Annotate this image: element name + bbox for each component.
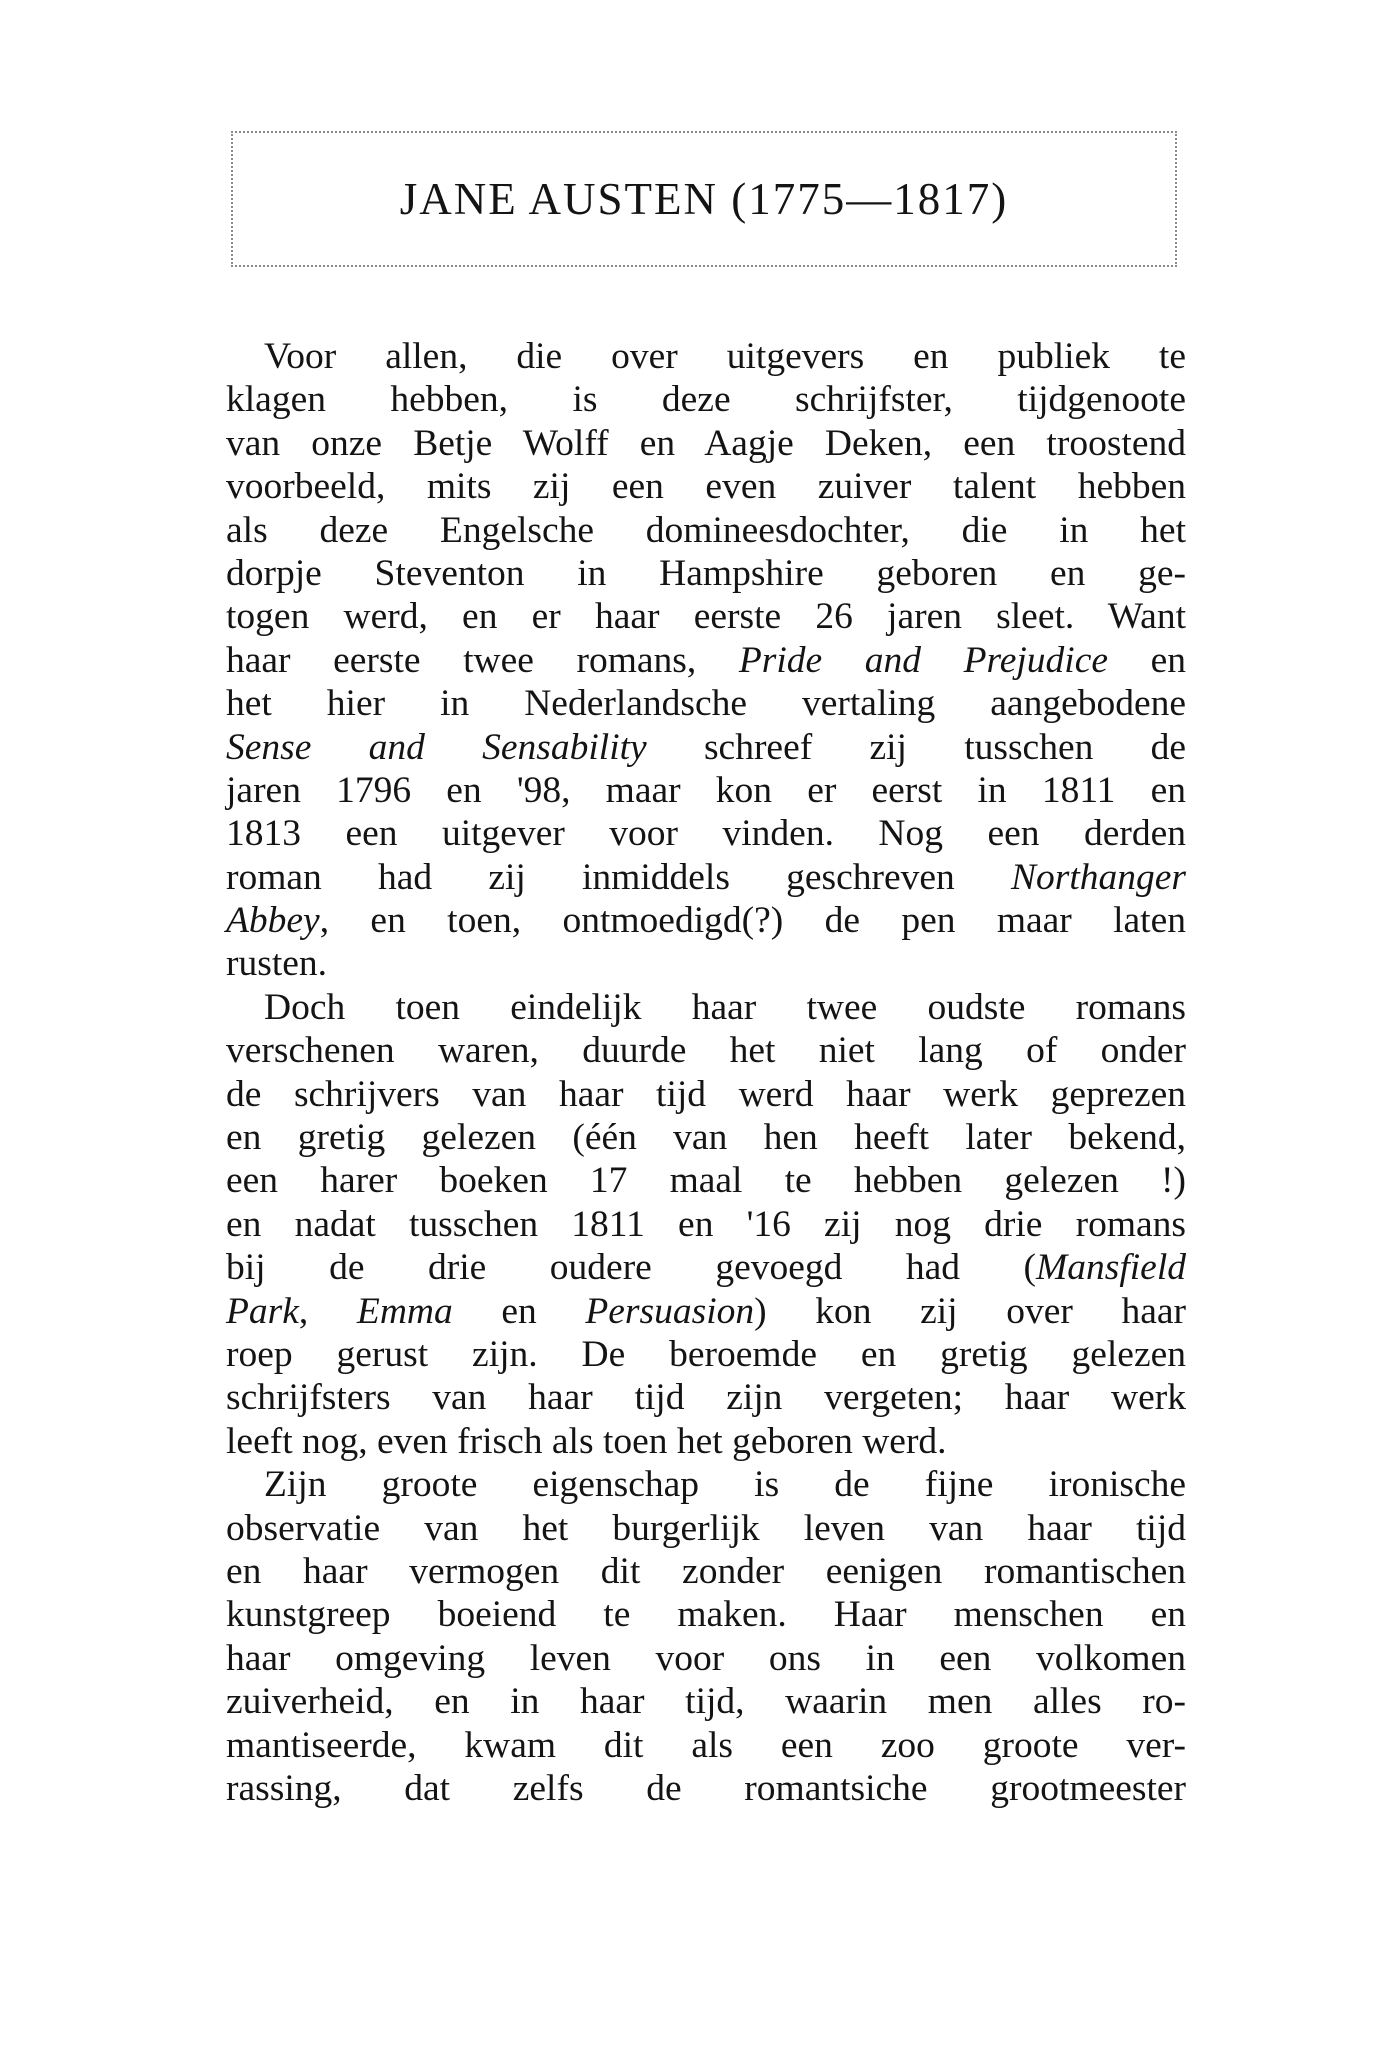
text-line xyxy=(226,1767,1186,1810)
text-segment: schrijfsters van haar tijd zijn vergeten; haar werk xyxy=(226,1377,1186,1419)
work-title: Abbey xyxy=(226,900,320,942)
text-segment: van onze Betje Wolff en Aagje Deken, een troostend xyxy=(226,422,1186,464)
paragraph xyxy=(226,335,1186,986)
text-line xyxy=(226,509,1186,552)
text-segment: haar eerste twee romans, xyxy=(226,639,739,681)
text-segment: ) kon zij over haar xyxy=(754,1290,1186,1332)
text-segment: leeft nog, even frisch als toen het geboren werd. xyxy=(226,1420,947,1462)
text-segment: het hier in Nederlandsche vertaling aangebodene xyxy=(226,683,1186,725)
text-segment: en haar vermogen dit zonder eenigen romantischen xyxy=(226,1550,1186,1592)
text-line xyxy=(226,1073,1186,1116)
paragraph xyxy=(226,1463,1186,1810)
text-line xyxy=(226,812,1186,855)
text-line xyxy=(226,1116,1186,1159)
text-segment: een harer boeken 17 maal te hebben gelezen !) xyxy=(226,1160,1186,1202)
text-line xyxy=(226,1159,1186,1202)
text-segment: mantiseerde, kwam dit als een zoo groote ver- xyxy=(226,1724,1186,1766)
text-line xyxy=(226,1420,1186,1463)
text-segment: togen werd, en er haar eerste 26 jaren sleet. Want xyxy=(226,596,1186,638)
text-line xyxy=(226,682,1186,725)
work-title: Park xyxy=(226,1290,299,1332)
text-line xyxy=(226,856,1186,899)
text-line xyxy=(226,1376,1186,1419)
text-segment: klagen hebben, is deze schrijfster, tijdgenoote xyxy=(226,379,1186,421)
page-title: JANE AUSTEN (1775—1817) xyxy=(399,173,1009,224)
text-line xyxy=(226,942,1186,985)
work-title: Emma xyxy=(356,1290,453,1332)
text-line xyxy=(226,986,1186,1029)
text-line xyxy=(226,1593,1186,1636)
text-segment: rusten. xyxy=(226,943,328,985)
text-segment: roep gerust zijn. De beroemde en gretig gelezen xyxy=(226,1333,1186,1375)
text-segment: voorbeeld, mits zij een even zuiver talent hebben xyxy=(226,466,1186,508)
text-line xyxy=(226,726,1186,769)
text-line xyxy=(226,378,1186,421)
text-line xyxy=(226,1290,1186,1333)
text-segment: jaren 1796 en '98, maar kon er eerst in 1811 en xyxy=(226,769,1186,811)
text-segment: en xyxy=(1108,639,1186,681)
text-segment: , xyxy=(298,1290,357,1332)
text-line xyxy=(226,1246,1186,1289)
text-segment: observatie van het burgerlijk leven van haar tijd xyxy=(226,1507,1186,1549)
text-line xyxy=(226,1550,1186,1593)
work-title: Mansfield xyxy=(1036,1247,1186,1289)
text-line xyxy=(226,769,1186,812)
text-line xyxy=(226,899,1186,942)
text-segment: , en toen, ontmoedigd(?) de pen maar laten xyxy=(319,900,1186,942)
text-line xyxy=(226,1724,1186,1767)
work-title: Pride and Prejudice xyxy=(738,639,1108,681)
text-segment: 1813 een uitgever voor vinden. Nog een derden xyxy=(226,813,1186,855)
text-segment: rassing, dat zelfs de romantsiche grootmeester xyxy=(226,1767,1186,1809)
text-line xyxy=(226,422,1186,465)
text-segment: dorpje Steventon in Hampshire geboren en ge- xyxy=(226,552,1186,594)
work-title: Sense and Sensability xyxy=(226,726,647,768)
text-line xyxy=(226,335,1186,378)
text-line xyxy=(226,1680,1186,1723)
text-segment: Zijn groote eigenschap is de fijne ironische xyxy=(264,1464,1186,1506)
text-line xyxy=(226,465,1186,508)
text-segment: verschenen waren, duurde het niet lang of onder xyxy=(226,1030,1186,1072)
text-line xyxy=(226,1203,1186,1246)
title-box xyxy=(231,131,1177,267)
work-title: Persuasion xyxy=(585,1290,755,1332)
text-segment: bij de drie oudere gevoegd had ( xyxy=(226,1247,1037,1289)
body-text xyxy=(226,335,1186,1810)
text-line xyxy=(226,1333,1186,1376)
text-segment: Doch toen eindelijk haar twee oudste romans xyxy=(264,986,1186,1028)
text-line xyxy=(226,595,1186,638)
paragraph xyxy=(226,986,1186,1463)
text-line xyxy=(226,552,1186,595)
text-line xyxy=(226,639,1186,682)
text-line xyxy=(226,1029,1186,1072)
text-line xyxy=(226,1507,1186,1550)
text-segment: schreef zij tusschen de xyxy=(646,726,1186,768)
text-segment: en gretig gelezen (één van hen heeft later bekend, xyxy=(226,1117,1186,1159)
text-segment: en xyxy=(452,1290,586,1332)
text-segment: roman had zij inmiddels geschreven xyxy=(226,856,1011,898)
text-segment: haar omgeving leven voor ons in een volkomen xyxy=(226,1637,1186,1679)
text-line xyxy=(226,1463,1186,1506)
text-segment: de schrijvers van haar tijd werd haar werk geprezen xyxy=(226,1073,1186,1115)
text-line xyxy=(226,1637,1186,1680)
text-segment: en nadat tusschen 1811 en '16 zij nog drie romans xyxy=(226,1203,1186,1245)
text-segment: als deze Engelsche domineesdochter, die in het xyxy=(226,509,1186,551)
work-title: Northanger xyxy=(1010,856,1186,898)
text-segment: zuiverheid, en in haar tijd, waarin men alles ro- xyxy=(226,1681,1186,1723)
text-segment: Voor allen, die over uitgevers en publiek te xyxy=(264,336,1186,377)
text-segment: kunstgreep boeiend te maken. Haar menschen en xyxy=(226,1594,1186,1636)
